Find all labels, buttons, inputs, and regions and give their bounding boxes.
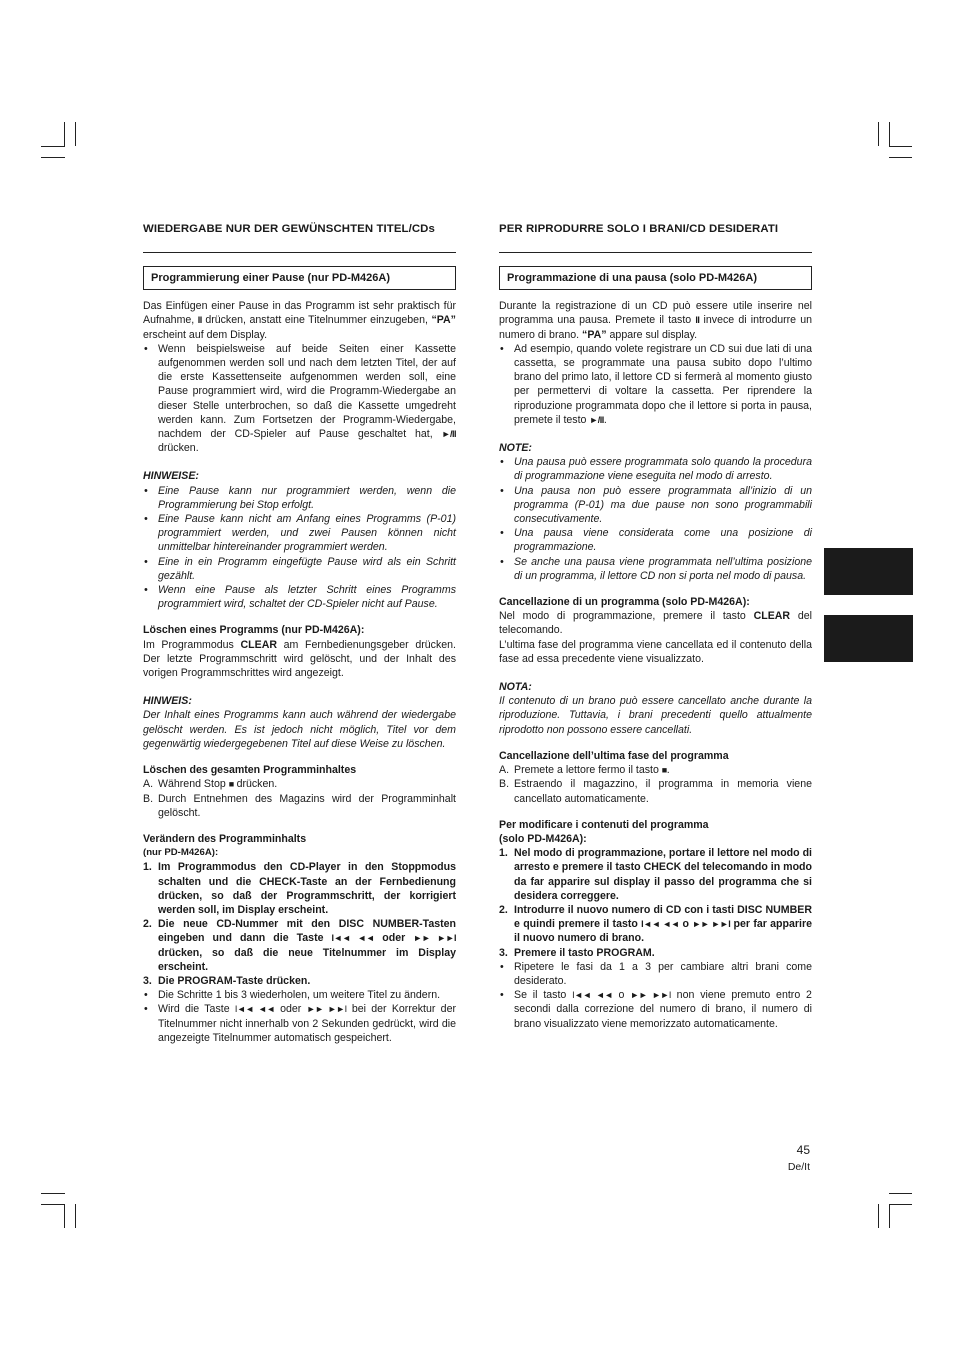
notes-list	[143, 484, 456, 612]
subheading: Löschen eines Programms (nur PD-M426A):	[143, 624, 365, 637]
crop-mark	[41, 1193, 65, 1194]
numbered-step: 1. Nel modo di programmazione, portare il lettore nel modo di arresto e premere il tasto CHECK del telecomando in modo da far apparire sul display il passo del programma che si desidera correggere.	[499, 847, 812, 902]
note-heading: HINWEIS:	[143, 695, 192, 708]
subheading: Per modificare i contenuti del programma	[499, 818, 709, 831]
crop-mark	[878, 1204, 879, 1228]
boxed-subheading: Programmazione di una pausa (solo PD-M426A)	[499, 266, 812, 290]
language-tab-de	[824, 548, 913, 595]
crop-mark	[41, 1204, 65, 1205]
list-item: • Ripetere le fasi da 1 a 3 per cambiare altri brani come desiderato.	[499, 960, 812, 988]
list-item: • Eine Pause kann nicht am Anfang eines Programms (P-01) programmiert werden, und zwei Pausen können nicht unmittelbar hintereinander programmiert werden.	[143, 512, 456, 555]
subheading: Löschen des gesamten Programminhaltes	[143, 764, 357, 777]
skip-forward-icon: ►► ►►I	[413, 933, 456, 944]
paragraph: Im Programmodus CLEAR am Fernbedienungsgeber drücken. Der letzte Programmschritt wird gelöscht, und der Inhalt des vorigen Programmschrittes wird angezeigt.	[143, 638, 456, 680]
subheading-model: (solo PD-M426A):	[499, 832, 587, 845]
subheading-model: (nur PD-M426A):	[143, 847, 219, 859]
bullet-list	[499, 960, 812, 1031]
language-tab-it	[824, 615, 913, 662]
lettered-item: A. Premete a lettore fermo il tasto ■.	[499, 764, 670, 777]
list-item: • Ad esempio, quando volete registrare un CD sui due lati di una cassetta, se programmate una pausa subito dopo l’ultimo brano del primo lato, il lettore CD si fermerà al momento giusto per permettervi di voltare la cassetta. Per riprendere la riproduzione programmata dopo che il lettore si porta in pausa, premete il testo ►/II.	[499, 342, 812, 427]
crop-mark	[889, 1193, 912, 1194]
intro-paragraph: Durante la registrazione di un CD può essere utile inserire nel programma una pausa. Premete il tasto II invece di introdurre un numero di brano. “PA” appare sul display.	[499, 300, 813, 341]
skip-back-icon: I◄◄ ◄◄	[234, 1004, 275, 1015]
skip-back-icon: I◄◄ ◄◄	[572, 990, 613, 1001]
lettered-item: A. Während Stop ■ drücken.	[143, 778, 278, 791]
heading-rule	[143, 252, 456, 253]
skip-back-icon: I◄◄ ◄◄	[641, 919, 680, 930]
numbered-step: 3. Die PROGRAM-Taste drücken.	[143, 974, 311, 987]
german-column	[143, 220, 456, 1045]
crop-mark	[889, 146, 912, 147]
list-item: • Se anche una pausa viene programmata nell’ultima posizione di un programma, il lettore CD non si porta nel modo di pausa.	[499, 555, 812, 583]
bullet-list	[143, 988, 456, 1045]
notes-heading: NOTE:	[499, 442, 532, 455]
list-item: • Wenn eine Pause als letzter Schritt eines Programms programmiert wird, schaltet der CD-Spieler nicht auf Pause.	[143, 583, 456, 611]
numbered-step: 3. Premere il tasto PROGRAM.	[499, 946, 655, 959]
crop-mark	[889, 157, 912, 158]
notes-list	[499, 455, 812, 583]
pause-icon: II	[695, 315, 700, 326]
crop-mark	[878, 122, 879, 146]
list-item: • Wenn beispielsweise auf beide Seiten einer Kassette aufgenommen werden soll und nach dem letzten Titel, der auf die erste Kassettenseite aufgenommen werden soll, eine Pause programmiert wird, wird die Programm-Wiedergabe an dieser Stelle unterbrochen, so daß die Kassette umgedreht werden kann. Zum Fortsetzen der Programm-Wiedergabe, nachdem der CD-Spieler auf Pause geschaltet hat, ►/II drücken.	[143, 342, 456, 456]
language-code: De/It	[787, 1161, 810, 1173]
skip-forward-icon: ►► ►►I	[630, 990, 671, 1001]
list-item: • Eine Pause kann nur programmiert werden, wenn die Programmierung bei Stop erfolgt.	[143, 484, 456, 512]
crop-mark	[75, 1204, 76, 1228]
list-item: • Una pausa può essere programmata solo quando la procedura di programmazione viene eseguita nel modo di arresto.	[499, 455, 812, 483]
stop-icon: ■	[228, 779, 234, 790]
intro-paragraph: Das Einfügen einer Pause in das Programm ist sehr praktisch für Aufnahme, II drücken, anstatt eine Titelnummer einzugeben, “PA” erscheint auf dem Display.	[143, 300, 456, 341]
bullet-list	[499, 342, 812, 427]
list-item: • Eine in ein Programm eingefügte Pause wird als ein Schritt gezählt.	[143, 555, 456, 583]
list-item: • Una pausa viene considerata come una posizione di programmazione.	[499, 526, 812, 554]
list-item: • Una pausa non può essere programmata all’inizio di un programma (P-01) ma due pause non sono programmabili consecutivamente.	[499, 484, 812, 527]
note-text: Der Inhalt eines Programms kann auch während der wiedergabe gelöscht werden. Es ist jedoch nicht möglich, Titel vor dem gegenwärtig wiedergegebenen Titel auf diese Weise zu löschen.	[143, 709, 456, 750]
skip-forward-icon: ►► ►►I	[692, 919, 731, 930]
pause-icon: II	[197, 315, 202, 326]
note-text: Il contenuto di un brano può essere cancellato anche durante la riproduzione. Tuttavia, i brani precedenti quello attualmente riprodotto non possono essere cancellati.	[499, 695, 812, 736]
crop-mark	[41, 157, 65, 158]
crop-mark	[75, 122, 76, 146]
list-item: • Die Schritte 1 bis 3 wiederholen, um weitere Titel zu ändern.	[143, 988, 456, 1002]
page-number: 45	[796, 1143, 810, 1157]
note-heading: NOTA:	[499, 681, 532, 694]
list-item: • Wird die Taste I◄◄ ◄◄ oder ►► ►►I bei der Korrektur der Titelnummer nicht innerhalb von 2 Sekunden gedrückt, wird die angezeigte Titelnummer automatisch gespeichert.	[143, 1002, 456, 1045]
list-item: • Se il tasto I◄◄ ◄◄ o ►► ►►I non viene premuto entro 2 secondi dalla correzione del numero di brano, il numero di brano visualizzato viene memorizzato automaticamente.	[499, 988, 812, 1031]
skip-back-icon: I◄◄ ◄◄	[331, 933, 375, 944]
bullet-list	[143, 342, 456, 456]
boxed-subheading: Programmierung einer Pause (nur PD-M426A)	[143, 266, 456, 290]
crop-mark	[889, 122, 890, 146]
subheading: Cancellazione di un programma (solo PD-M426A):	[499, 596, 750, 609]
section-heading: PER RIPRODURRE SOLO I BRANI/CD DESIDERATI	[499, 223, 779, 235]
crop-mark	[64, 122, 65, 146]
crop-mark	[889, 1204, 912, 1205]
italian-column	[499, 220, 812, 1031]
paragraph: L’ultima fase del programma viene cancellata ed il contenuto della fase ad essa precedente viene visualizzato.	[499, 638, 812, 665]
crop-mark	[64, 1204, 65, 1228]
notes-heading: HINWEISE:	[143, 470, 199, 483]
stop-icon: ■	[661, 765, 667, 776]
play-pause-icon: ►/II	[441, 429, 456, 440]
crop-mark	[889, 1204, 890, 1228]
section-heading: WIEDERGABE NUR DER GEWÜNSCHTEN TITEL/CDs	[143, 223, 435, 235]
numbered-step: 1. Im Programmodus den CD-Player in den Stoppmodus schalten und die CHECK-Taste an der Fernbedienung drücken, so daß der Programmschritt, der korrigiert werden soll, im Display erscheint.	[143, 861, 456, 916]
subheading: Cancellazione dell’ultima fase del programma	[499, 749, 729, 762]
heading-rule	[499, 252, 812, 253]
paragraph: Nel modo di programmazione, premere il tasto CLEAR del telecomando.	[499, 610, 813, 637]
skip-forward-icon: ►► ►►I	[306, 1004, 347, 1015]
numbered-step: 2. Introdurre il nuovo numero di CD con i tasti DISC NUMBER e quindi premere il tasto I◄◄ ◄◄ o ►► ►►I per far apparire il nuovo numero di brano.	[499, 903, 812, 945]
crop-mark	[41, 146, 65, 147]
play-pause-icon: ►/II	[589, 414, 604, 425]
lettered-item: B. Durch Entnehmen des Magazins wird der Programminhalt gelöscht.	[143, 792, 456, 819]
subheading: Verändern des Programminhalts	[143, 832, 307, 845]
lettered-item: B. Estraendo il magazzino, il programma in memoria viene cancellato automaticamente.	[499, 778, 812, 805]
numbered-step: 2. Die neue CD-Nummer mit den DISC NUMBER-Tasten eingeben und dann die Taste I◄◄ ◄◄ oder ►► ►►I drücken, so daß die neue Titelnummer im Display erscheint.	[143, 918, 456, 973]
